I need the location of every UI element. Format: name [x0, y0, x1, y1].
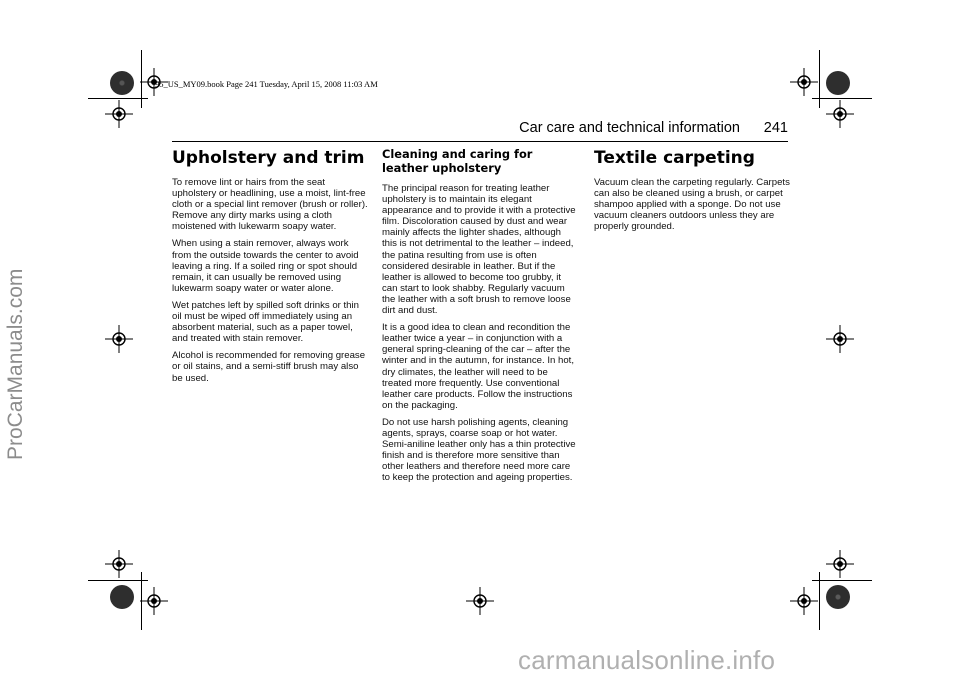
- crop-mark-icon: [88, 98, 148, 99]
- registration-mark-icon: [105, 100, 133, 128]
- color-dot-icon: [826, 71, 850, 95]
- paragraph: Vacuum clean the carpeting regularly. Carpets can also be cleaned using a brush, or carpet shampoo applied with a sponge. Do not use vacuum cleaners outdoors unless they are properly grounded.: [594, 177, 790, 233]
- paragraph: Wet patches left by spilled soft drinks or thin oil must be wiped off immediately using an absorbent material, such as a paper towel, and treated with stain remover.: [172, 299, 359, 345]
- column-leather: [382, 147, 578, 489]
- section-title: Car care and technical information: [519, 120, 740, 136]
- crop-mark-icon: [88, 580, 148, 581]
- color-dot-icon: [826, 585, 850, 609]
- column-carpeting: [594, 147, 790, 238]
- page-number: 241: [763, 120, 788, 136]
- crop-mark-icon: [812, 98, 872, 99]
- color-dot-icon: [110, 585, 134, 609]
- column-upholstery: [172, 147, 368, 390]
- registration-mark-icon: [790, 587, 818, 615]
- registration-mark-icon: [826, 325, 854, 353]
- color-dot-icon: [110, 71, 134, 95]
- registration-mark-icon: [790, 68, 818, 96]
- heading-upholstery-and-trim: Upholstery and trim: [172, 148, 365, 168]
- bottom-watermark: carmanualsonline.info: [518, 645, 776, 675]
- crop-mark-icon: [812, 580, 872, 581]
- crop-mark-icon: [819, 50, 820, 108]
- paragraph: It is a good idea to clean and recondition the leather twice a year – in conjunction with a general spring-cleaning of the car – after the winter and in the autumn, for instance. In hot, dry climates, the leather will need to be treated more frequently. Use conventional leather care products. Follow the instructions on the packaging.: [382, 322, 574, 411]
- registration-mark-icon: [105, 550, 133, 578]
- paragraph: The principal reason for treating leather upholstery is to maintain its elegant appearance and to provide it with a protective film. Discoloration caused by dust and wear mainly affects the lighter shades, although this is not detrimental to the leather – indeed, the patina resulting from use is often considered desirable in leather. But if the leather is allowed to become too grubby, it can start to look shabby. Regularly vacuum the leather with a soft brush to remove loose dirt and dust.: [382, 183, 576, 317]
- print-header: 95_US_MY09.book Page 241 Tuesday, April 15, 2008 11:03 AM: [155, 79, 378, 89]
- registration-mark-icon: [140, 587, 168, 615]
- side-watermark: ProCarManuals.com: [4, 268, 27, 460]
- crop-mark-icon: [819, 572, 820, 630]
- heading-leather-care: Cleaning and caring for leather upholstery: [382, 147, 533, 175]
- header-divider: [172, 141, 788, 142]
- page-header: [172, 120, 788, 140]
- paragraph: When using a stain remover, always work from the outside towards the center to avoid leaving a ring. If a soiled ring or spot should remain, it can usually be removed using lukewarm soapy water or water alone.: [172, 238, 359, 294]
- paragraph: Do not use harsh polishing agents, cleaning agents, sprays, coarse soap or hot water. Semi-aniline leather only has a thin protective finish and is therefore more sensitive than other leathers and therefore need more care to keep the protection and ageing properties.: [382, 416, 576, 484]
- heading-textile-carpeting: Textile carpeting: [594, 148, 755, 168]
- registration-mark-icon: [105, 325, 133, 353]
- paragraph: Alcohol is recommended for removing grease or oil stains, and a semi-stiff brush may also be used.: [172, 350, 366, 384]
- paragraph: To remove lint or hairs from the seat upholstery or headlining, use a moist, lint-free cloth or a special lint remover (brush or roller). Remove any dirty marks using a cloth moistened with lukewarm soapy water.: [172, 177, 368, 233]
- registration-mark-icon: [466, 587, 494, 615]
- registration-mark-icon: [826, 100, 854, 128]
- registration-mark-icon: [826, 550, 854, 578]
